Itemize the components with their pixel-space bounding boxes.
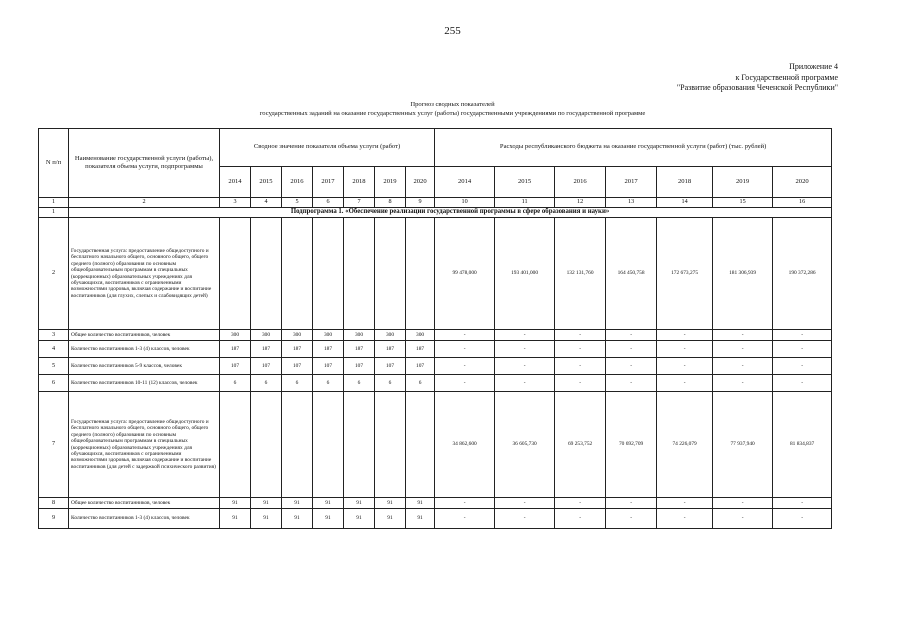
volume-cell: 107	[406, 358, 435, 375]
year-header-expense: 2017	[606, 167, 657, 198]
expense-cell: -	[713, 358, 773, 375]
volume-cell	[375, 218, 406, 330]
year-header-expense: 2019	[713, 167, 773, 198]
expense-cell: 74 226,079	[657, 392, 713, 498]
expense-cell: -	[606, 330, 657, 341]
column-number: 16	[773, 198, 832, 208]
volume-cell: 300	[344, 330, 375, 341]
volume-cell: 6	[282, 375, 313, 392]
header-expense-group: Расходы республиканского бюджета на оказание государственной услуги (работ) (тыс. рублей)	[435, 129, 832, 167]
expense-cell: -	[606, 498, 657, 509]
expense-cell: -	[773, 341, 832, 358]
volume-cell	[251, 392, 282, 498]
expense-cell: -	[713, 330, 773, 341]
year-header-volume: 2016	[282, 167, 313, 198]
expense-cell: -	[657, 498, 713, 509]
header-name: Наименование государственной услуги (работы), показателя объема услуги, подпрограммы	[69, 129, 220, 198]
volume-cell: 6	[313, 375, 344, 392]
volume-cell: 107	[251, 358, 282, 375]
volume-cell: 6	[406, 375, 435, 392]
expense-cell: 99 478,000	[435, 218, 495, 330]
expense-cell: 34 862,600	[435, 392, 495, 498]
expense-cell: -	[555, 330, 606, 341]
volume-cell	[406, 218, 435, 330]
row-number: 4	[39, 341, 69, 358]
appendix-line-2: к Государственной программе	[735, 72, 838, 82]
expense-cell: -	[555, 341, 606, 358]
volume-cell: 6	[251, 375, 282, 392]
header-num: N п/п	[39, 129, 69, 198]
header-volume-group: Сводное значение показателя объема услуги (работ)	[220, 129, 435, 167]
volume-cell: 91	[375, 498, 406, 509]
row-name: Количество воспитанников 1-3 (4) классов, человек	[69, 509, 220, 529]
row-name: Количество воспитанников 5-9 классов, человек	[69, 358, 220, 375]
subprogram-num: 1	[39, 208, 69, 218]
column-number: 15	[713, 198, 773, 208]
table-row	[39, 392, 832, 498]
year-header-volume: 2014	[220, 167, 251, 198]
column-number: 6	[313, 198, 344, 208]
volume-cell	[375, 392, 406, 498]
row-name: Количество воспитанников 1-3 (4) классов, человек	[69, 341, 220, 358]
table-row	[39, 375, 832, 392]
expense-cell: -	[713, 341, 773, 358]
volume-cell	[313, 392, 344, 498]
volume-cell: 187	[344, 341, 375, 358]
column-number: 8	[375, 198, 406, 208]
volume-cell: 187	[375, 341, 406, 358]
subprogram-row	[39, 208, 832, 218]
column-number-row	[39, 198, 832, 208]
table-row	[39, 330, 832, 341]
volume-cell: 6	[344, 375, 375, 392]
volume-cell	[251, 218, 282, 330]
volume-cell: 91	[282, 509, 313, 529]
expense-cell: -	[435, 358, 495, 375]
year-header-expense: 2015	[495, 167, 555, 198]
volume-cell: 107	[344, 358, 375, 375]
expense-cell: -	[773, 498, 832, 509]
volume-cell: 91	[406, 498, 435, 509]
expense-cell: 190 372,286	[773, 218, 832, 330]
table-row	[39, 341, 832, 358]
column-number: 13	[606, 198, 657, 208]
expense-cell: -	[555, 498, 606, 509]
volume-cell: 91	[313, 498, 344, 509]
expense-cell: -	[773, 375, 832, 392]
volume-cell	[406, 392, 435, 498]
volume-cell: 6	[220, 375, 251, 392]
year-header-volume: 2018	[344, 167, 375, 198]
expense-cell: 36 605,730	[495, 392, 555, 498]
expense-cell: 164 450,758	[606, 218, 657, 330]
expense-cell: -	[606, 358, 657, 375]
volume-cell: 107	[220, 358, 251, 375]
expense-cell: -	[657, 330, 713, 341]
column-number: 7	[344, 198, 375, 208]
table-row	[39, 498, 832, 509]
expense-cell: -	[495, 509, 555, 529]
volume-cell	[344, 218, 375, 330]
volume-cell: 91	[406, 509, 435, 529]
expense-cell: -	[606, 509, 657, 529]
row-name: Государственная услуга: предоставление общедоступного и бесплатного начального общего, основного общего, общего среднего (полного) образования по основным общеобразовательным программам в специальных (коррекционных) образовательных учреждениях для обучающихся, воспитанников с ограниченными возможностями здоровья, включая содержание и воспитание воспитанников (для глухих, слепых и слабовидящих детей)	[69, 218, 220, 330]
forecast-table	[38, 128, 832, 529]
subprogram-title: Подпрограмма 1. «Обеспечение реализации государственной программы в сфере образования и науки»	[69, 208, 832, 218]
row-name: Государственная услуга: предоставление общедоступного и бесплатного начального общего, основного общего, общего среднего (полного) образования по основным общеобразовательным программам в специальных (коррекционных) образовательных учреждениях для обучающихся, воспитанников с ограниченными возможностями здоровья, включая содержание и воспитание воспитанников (для детей с задержкой психического развития)	[69, 392, 220, 498]
column-number: 1	[39, 198, 69, 208]
appendix-line-3: "Развитие образования Чеченской Республики"	[676, 83, 838, 92]
expense-cell: -	[435, 375, 495, 392]
volume-cell: 91	[251, 509, 282, 529]
expense-cell: 69 253,752	[555, 392, 606, 498]
volume-cell: 300	[251, 330, 282, 341]
volume-cell	[282, 392, 313, 498]
volume-cell: 6	[375, 375, 406, 392]
volume-cell: 91	[375, 509, 406, 529]
table-row	[39, 358, 832, 375]
year-header-expense: 2018	[657, 167, 713, 198]
expense-cell: -	[773, 358, 832, 375]
volume-cell: 91	[220, 509, 251, 529]
volume-cell: 187	[220, 341, 251, 358]
expense-cell: -	[495, 375, 555, 392]
row-name: Количество воспитанников 10-11 (12) классов, человек	[69, 375, 220, 392]
expense-cell: -	[435, 509, 495, 529]
volume-cell	[220, 218, 251, 330]
year-header-expense: 2016	[555, 167, 606, 198]
row-number: 6	[39, 375, 69, 392]
expense-cell: 181 306,939	[713, 218, 773, 330]
volume-cell: 107	[375, 358, 406, 375]
row-number: 8	[39, 498, 69, 509]
volume-cell: 107	[313, 358, 344, 375]
volume-cell: 300	[282, 330, 313, 341]
header-row	[39, 129, 832, 167]
column-number: 10	[435, 198, 495, 208]
expense-cell: -	[713, 498, 773, 509]
row-name: Общее количество воспитанников, человек	[69, 330, 220, 341]
title-line-2: государственных заданий на оказание государственных услуг (работы) государственными учреждениями по государственной программе	[259, 109, 646, 117]
expense-cell: 132 131,760	[555, 218, 606, 330]
volume-cell	[313, 218, 344, 330]
volume-cell	[220, 392, 251, 498]
expense-cell: -	[773, 330, 832, 341]
column-number: 9	[406, 198, 435, 208]
volume-cell: 187	[406, 341, 435, 358]
volume-cell: 187	[313, 341, 344, 358]
column-number: 3	[220, 198, 251, 208]
expense-cell: -	[606, 341, 657, 358]
expense-cell: -	[713, 375, 773, 392]
volume-cell: 91	[313, 509, 344, 529]
expense-cell: 70 692,709	[606, 392, 657, 498]
column-number: 5	[282, 198, 313, 208]
expense-cell: -	[555, 358, 606, 375]
column-number: 12	[555, 198, 606, 208]
row-number: 9	[39, 509, 69, 529]
expense-cell: 193 401,000	[495, 218, 555, 330]
year-header-volume: 2020	[406, 167, 435, 198]
row-number: 3	[39, 330, 69, 341]
expense-cell: -	[435, 341, 495, 358]
expense-cell: -	[657, 375, 713, 392]
volume-cell: 300	[375, 330, 406, 341]
row-name: Общее количество воспитанников, человек	[69, 498, 220, 509]
expense-cell: -	[495, 341, 555, 358]
expense-cell: -	[495, 498, 555, 509]
expense-cell: -	[773, 509, 832, 529]
expense-cell: -	[555, 509, 606, 529]
volume-cell: 91	[220, 498, 251, 509]
column-number: 11	[495, 198, 555, 208]
appendix-line-1: Приложение 4	[789, 62, 838, 71]
document-title	[0, 101, 905, 118]
column-number: 4	[251, 198, 282, 208]
row-number: 5	[39, 358, 69, 375]
expense-cell: -	[495, 330, 555, 341]
year-header-volume: 2015	[251, 167, 282, 198]
volume-cell: 300	[313, 330, 344, 341]
column-number: 2	[69, 198, 220, 208]
expense-cell: -	[657, 341, 713, 358]
row-number: 2	[39, 218, 69, 330]
expense-cell: -	[495, 358, 555, 375]
year-header-volume: 2019	[375, 167, 406, 198]
volume-cell: 300	[220, 330, 251, 341]
expense-cell: -	[435, 498, 495, 509]
volume-cell	[344, 392, 375, 498]
year-header-expense: 2020	[773, 167, 832, 198]
expense-cell: -	[435, 330, 495, 341]
volume-cell: 107	[282, 358, 313, 375]
year-header-volume: 2017	[313, 167, 344, 198]
expense-cell: -	[657, 509, 713, 529]
expense-cell: -	[713, 509, 773, 529]
volume-cell: 91	[282, 498, 313, 509]
table-row	[39, 509, 832, 529]
column-number: 14	[657, 198, 713, 208]
expense-cell: -	[555, 375, 606, 392]
page-number: 255	[444, 25, 461, 37]
expense-cell: 81 834,837	[773, 392, 832, 498]
year-header-expense: 2014	[435, 167, 495, 198]
appendix-note	[677, 62, 838, 94]
row-number: 7	[39, 392, 69, 498]
volume-cell: 187	[282, 341, 313, 358]
title-line-1: Прогноз сводных показателей	[410, 101, 495, 108]
expense-cell: 172 673,275	[657, 218, 713, 330]
volume-cell: 91	[344, 498, 375, 509]
volume-cell: 91	[344, 509, 375, 529]
table-row	[39, 218, 832, 330]
volume-cell: 300	[406, 330, 435, 341]
expense-cell: -	[657, 358, 713, 375]
volume-cell	[282, 218, 313, 330]
expense-cell: 77 937,940	[713, 392, 773, 498]
volume-cell: 91	[251, 498, 282, 509]
volume-cell: 187	[251, 341, 282, 358]
expense-cell: -	[606, 375, 657, 392]
